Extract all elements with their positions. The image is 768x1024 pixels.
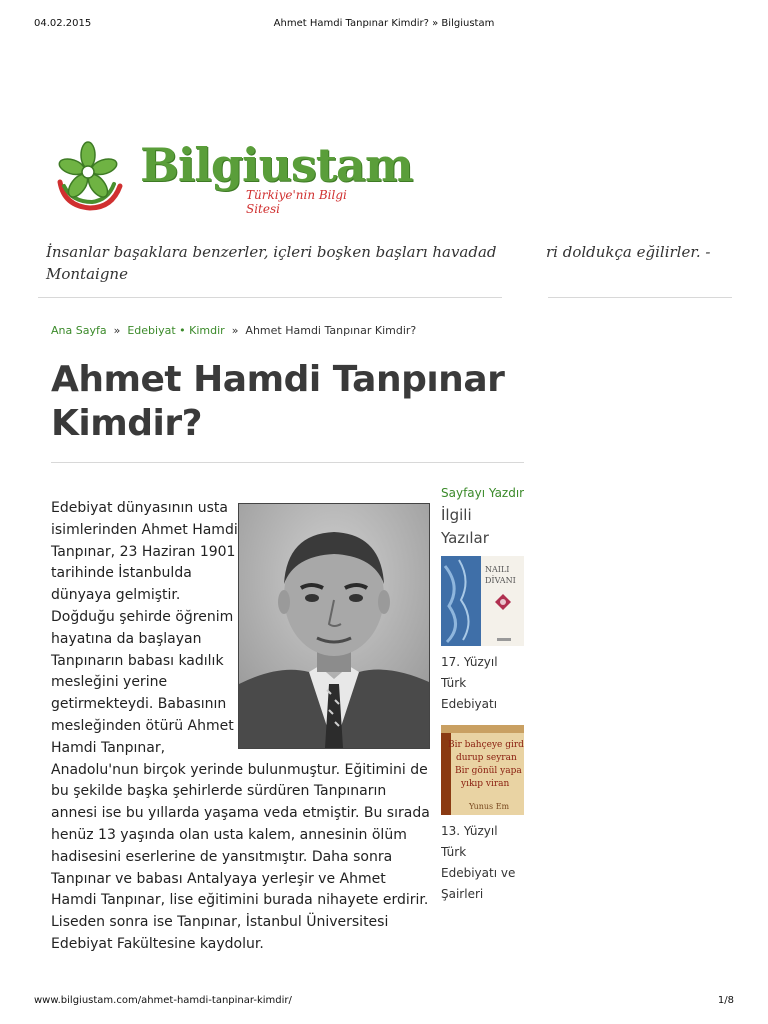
related-thumbnail[interactable] [441, 556, 524, 646]
cover-text: NAILI [485, 565, 510, 574]
cover-text: yıkıp viran [461, 779, 510, 789]
book-cover-image [441, 725, 524, 815]
related-post-link[interactable]: 17. Yüzyıl Türk Edebiyatı [441, 655, 498, 711]
cover-text: Bir bahçeye gird [448, 740, 524, 750]
breadcrumb-separator: » [231, 324, 239, 337]
breadcrumb-current: Ahmet Hamdi Tanpınar Kimdir? [245, 324, 417, 337]
breadcrumb [51, 324, 416, 337]
divider [548, 297, 732, 298]
print-page-number: 1/8 [717, 995, 734, 1006]
sidebar [441, 486, 524, 905]
quote-line-end: ri doldukça eğilirler. - [546, 243, 711, 261]
breadcrumb-separator: » [113, 324, 121, 337]
cover-text: durup seyran [456, 753, 517, 763]
flower-logo-icon [50, 138, 132, 212]
breadcrumb-bullet: • [179, 324, 186, 337]
breadcrumb-category-edebiyat[interactable]: Edebiyat [127, 324, 176, 337]
article-body [51, 498, 431, 956]
breadcrumb-home-link[interactable]: Ana Sayfa [51, 324, 107, 337]
divider [38, 297, 502, 298]
divider [51, 462, 524, 463]
related-post-link[interactable]: 13. Yüzyıl Türk Edebiyatı ve Şairleri [441, 824, 516, 901]
logo-tagline: Türkiye'nin Bilgi Sitesi [246, 188, 347, 216]
print-url: www.bilgiustam.com/ahmet-hamdi-tanpinar-kimdir/ [34, 995, 292, 1006]
article-paragraph: Edebiyat dünyasının usta isimlerinden Ahmet Hamdi Tanpınar, 23 Haziran 1901 tarihinde İstanbulda dünyaya gelmiştir. Doğduğu şehirde öğrenim hayatına da başlayan Tanpınarın babası kadılık mesleğini yerine getirmekteydi. Babasının mesleğinden ötürü Ahmet Hamdi Tanpınar, Anadolu'nun birçok yerinde bulunmuştur. Eğitimini de bu şekilde başka şehirlerde sürdüren Tanpınarın annesi ise bu yıllarda yaşama veda etmiştir. Bu sırada henüz 13 yaşında olan usta kalem, annesinin ölüm hadisesini eserlerine de yansıtmıştır. Daha sonra Tanpınar ve babası Antalyaya yerleşir ve Ahmet Hamdi Tanpınar, lise eğitimini burada nihayete erdirir. Liseden sonra ise Tanpınar, İstanbul Üniversitesi Edebiyat Fakültesine kaydolur. [51, 500, 430, 952]
breadcrumb-category-kimdir[interactable]: Kimdir [189, 324, 225, 337]
print-page-link[interactable]: Sayfayı Yazdır [441, 486, 524, 500]
quote-author: Montaigne [46, 265, 128, 283]
site-logo[interactable] [50, 138, 413, 218]
related-posts-heading: İlgili Yazılar [441, 506, 489, 547]
related-thumbnail[interactable] [441, 725, 524, 815]
logo-wordmark: Bilgiustam [140, 138, 413, 192]
quote-ticker [38, 238, 732, 298]
page-title: Ahmet Hamdi Tanpınar Kimdir? [51, 359, 505, 444]
print-page-title: Ahmet Hamdi Tanpınar Kimdir? » Bilgiustam [273, 18, 495, 29]
cover-text: Bir gönül yapa [455, 766, 522, 776]
cover-text: Yunus Em [469, 802, 510, 811]
quote-line-start: İnsanlar başaklara benzerler, içleri boşken başları havadad [46, 243, 497, 261]
book-cover-image [441, 556, 524, 646]
cover-text: DİVANI [485, 576, 516, 585]
print-date: 04.02.2015 [34, 18, 92, 29]
